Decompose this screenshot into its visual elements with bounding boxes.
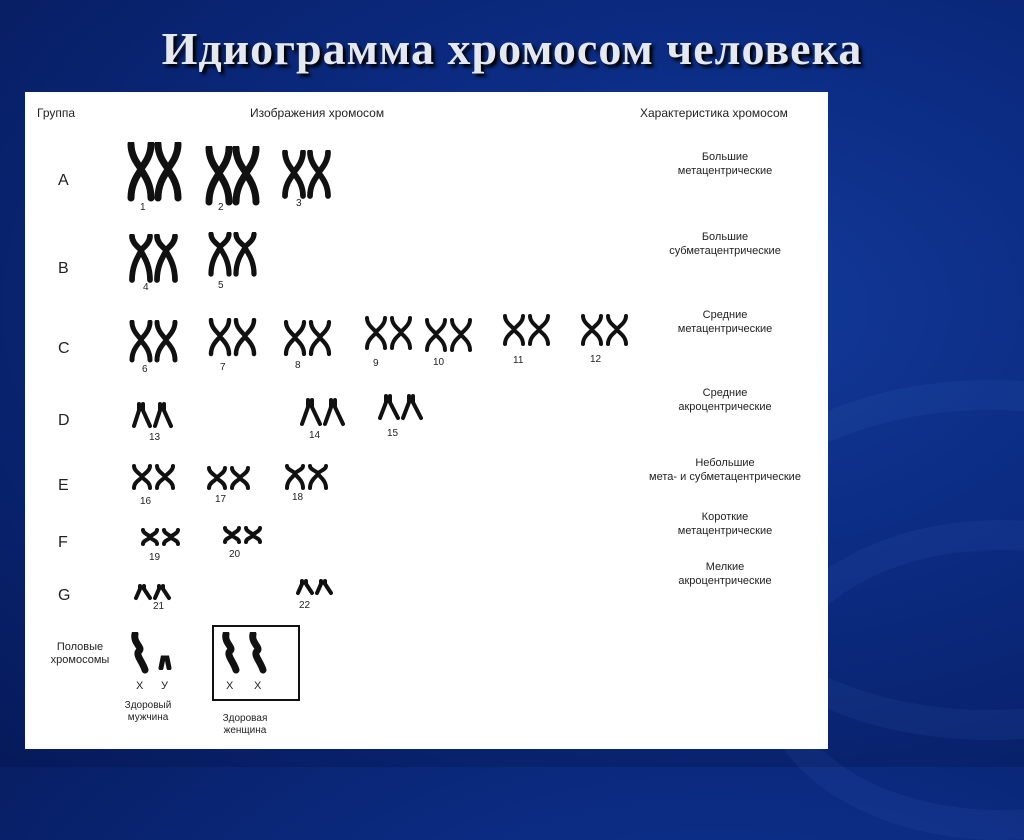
chromosome-number-22: 22 — [299, 600, 311, 611]
description-line1: Большие — [701, 151, 749, 163]
chromosome-number-1: 1 — [140, 202, 146, 213]
female-x2-chromosome — [247, 632, 269, 674]
chromosome-number-5: 5 — [218, 280, 224, 291]
slide-title: Идиограмма хромосом человека — [161, 23, 863, 74]
chromosome-number-9: 9 — [373, 358, 379, 369]
chromosome-17 — [203, 466, 253, 492]
group-label-d: D — [58, 412, 70, 429]
chromosome-1 — [125, 142, 183, 202]
description-line1: Мелкие — [705, 561, 745, 573]
chromosome-number-2: 2 — [218, 202, 224, 213]
group-label-f: F — [58, 534, 68, 551]
chromosome-number-15: 15 — [387, 428, 399, 439]
chromosome-number-7: 7 — [220, 362, 226, 373]
group-description-d — [625, 386, 825, 414]
chromosome-number-8: 8 — [295, 360, 301, 371]
description-line2: акроцентрические — [678, 575, 772, 587]
chromosome-number-6: 6 — [142, 364, 148, 375]
group-label-g: G — [58, 587, 71, 604]
male-y-label: У — [161, 680, 168, 692]
description-line2: субметацентрические — [669, 245, 781, 257]
chromosome-14 — [297, 398, 347, 428]
chromosome-22 — [293, 579, 335, 597]
male-x-chromosome — [129, 632, 151, 674]
description-line2: метацентрические — [677, 323, 773, 335]
male-caption-line1: Здоровый — [124, 700, 172, 711]
chromosome-10 — [421, 318, 475, 354]
chromosome-number-20: 20 — [229, 549, 241, 560]
chromosome-2 — [203, 146, 261, 206]
chromosome-number-4: 4 — [143, 282, 149, 293]
description-line1: Короткие — [701, 511, 749, 523]
chromosome-9 — [361, 316, 415, 352]
female-x1-label: X — [226, 680, 234, 692]
sex-chromosomes-label — [40, 641, 120, 667]
chromosome-7 — [205, 318, 259, 358]
male-y-chromosome — [157, 654, 173, 670]
chromosome-21 — [131, 584, 173, 602]
chromosome-18 — [281, 464, 331, 492]
group-label-c: C — [58, 340, 70, 357]
female-x2-label: X — [254, 680, 262, 692]
description-line1: Средние — [702, 387, 748, 399]
header-images: Изображения хромосом — [250, 106, 385, 120]
female-caption — [207, 713, 283, 737]
chromosome-5 — [205, 232, 259, 278]
male-x-label: X — [136, 680, 144, 692]
chromosome-20 — [219, 526, 265, 546]
group-description-f — [625, 510, 825, 538]
chromosome-4 — [126, 234, 180, 284]
header-characteristics: Характеристика хромосом — [640, 106, 788, 120]
sex-label-line1: Половые — [56, 641, 104, 653]
chromosome-number-17: 17 — [215, 494, 227, 505]
group-description-e — [625, 456, 825, 484]
male-caption — [113, 700, 183, 724]
description-line1: Средние — [702, 309, 748, 321]
chromosome-number-11: 11 — [513, 355, 524, 366]
male-caption-line2: мужчина — [127, 712, 169, 723]
description-line1: Небольшие — [695, 457, 755, 469]
chromosome-number-18: 18 — [292, 492, 304, 503]
group-label-e: E — [58, 477, 69, 494]
group-label-a: A — [58, 172, 69, 189]
description-line2: мета- и субметацентрические — [649, 471, 801, 483]
chromosome-8 — [280, 320, 334, 358]
chromosome-3 — [279, 150, 333, 200]
description-line1: Большие — [701, 231, 749, 243]
description-line2: метацентрические — [677, 525, 773, 537]
chromosome-number-3: 3 — [296, 198, 302, 209]
chromosome-12 — [577, 314, 631, 348]
chromosome-number-10: 10 — [433, 357, 445, 368]
chromosome-number-12: 12 — [590, 354, 602, 365]
chromosome-11 — [499, 314, 553, 348]
description-line2: акроцентрические — [678, 401, 772, 413]
chromosome-16 — [128, 464, 178, 492]
chromosome-number-14: 14 — [309, 430, 321, 441]
chromosome-number-16: 16 — [140, 496, 152, 507]
group-label-b: B — [58, 260, 69, 277]
chromosome-number-21: 21 — [153, 601, 165, 612]
chromosome-19 — [137, 528, 183, 548]
group-description-c — [625, 308, 825, 336]
group-description-b — [625, 230, 825, 258]
group-description-a — [625, 150, 825, 178]
group-description-g — [625, 560, 825, 588]
header-group: Группа — [37, 106, 76, 120]
chromosome-number-19: 19 — [149, 552, 161, 563]
idiogram-panel — [25, 92, 828, 749]
description-line2: метацентрические — [677, 165, 773, 177]
chromosome-6 — [126, 320, 180, 364]
female-caption-line1: Здоровая — [222, 713, 268, 724]
female-x1-chromosome — [220, 632, 242, 674]
chromosome-15 — [375, 394, 425, 422]
sex-label-line2: хромосомы — [50, 654, 110, 666]
chromosome-number-13: 13 — [149, 432, 161, 443]
chromosome-13 — [129, 402, 175, 430]
female-caption-line2: женщина — [223, 725, 267, 736]
